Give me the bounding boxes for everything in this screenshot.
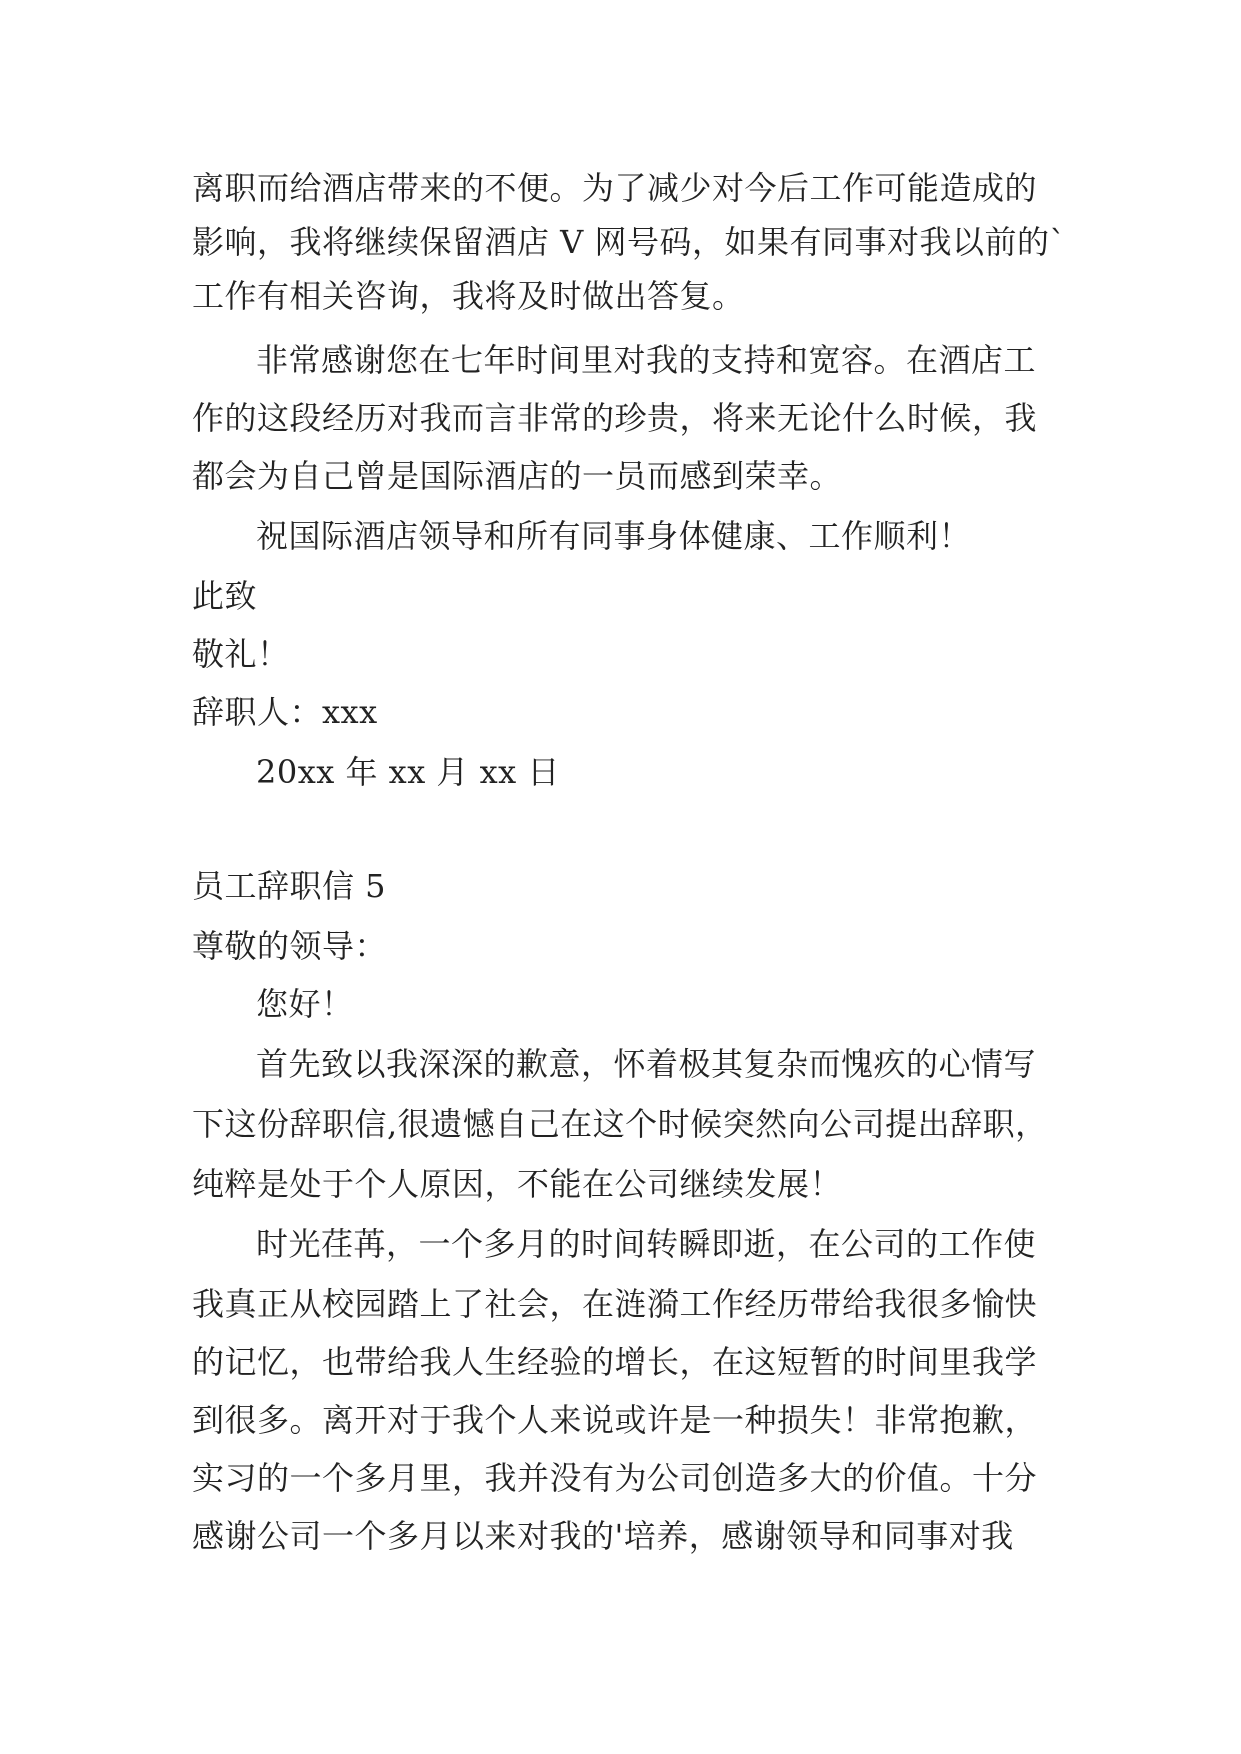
body-text-line: 到很多。离开对于我个人来说或许是一种损失！非常抱歉，: [192, 1401, 1038, 1439]
body-text-line: 首先致以我深深的歉意，怀着极其复杂而愧疚的心情写: [256, 1045, 1037, 1083]
body-text-line: 我真正从校园踏上了社会，在涟漪工作经历带给我很多愉快: [192, 1285, 1038, 1323]
closing-salutation: 敬礼！: [192, 635, 290, 673]
body-text-line: 影响，我将继续保留酒店 V 网号码，如果有同事对我以前的`: [192, 223, 1066, 261]
body-text-line: 的记忆，也带给我人生经验的增长，在这短暂的时间里我学: [192, 1343, 1038, 1381]
body-text-line: 祝国际酒店领导和所有同事身体健康、工作顺利！: [256, 517, 972, 555]
greeting-line: 您好！: [256, 985, 354, 1023]
date-line: 20xx 年 xx 月 xx 日: [256, 753, 560, 791]
body-text-line: 离职而给酒店带来的不便。为了减少对今后工作可能造成的: [192, 169, 1038, 207]
body-text-line: 感谢公司一个多月以来对我的'培养，感谢领导和同事对我: [192, 1517, 1014, 1555]
body-text-line: 非常感谢您在七年时间里对我的支持和宽容。在酒店工: [256, 341, 1037, 379]
body-text-line: 纯粹是处于个人原因，不能在公司继续发展！: [192, 1165, 843, 1203]
body-text-line: 作的这段经历对我而言非常的珍贵，将来无论什么时候，我: [192, 399, 1038, 437]
body-text-line: 工作有相关咨询，我将及时做出答复。: [192, 277, 745, 315]
closing-line: 此致: [192, 577, 258, 615]
signature-line: 辞职人：xxx: [192, 693, 378, 731]
body-text-line: 下这份辞职信,很遗憾自己在这个时候突然向公司提出辞职，: [192, 1105, 1048, 1143]
body-text-line: 都会为自己曾是国际酒店的一员而感到荣幸。: [192, 457, 843, 495]
greeting-line: 尊敬的领导：: [192, 927, 388, 965]
body-text-line: 实习的一个多月里，我并没有为公司创造多大的价值。十分: [192, 1459, 1038, 1497]
section-title: 员工辞职信 5: [192, 867, 387, 905]
body-text-line: 时光荏苒，一个多月的时间转瞬即逝，在公司的工作使: [256, 1225, 1037, 1263]
